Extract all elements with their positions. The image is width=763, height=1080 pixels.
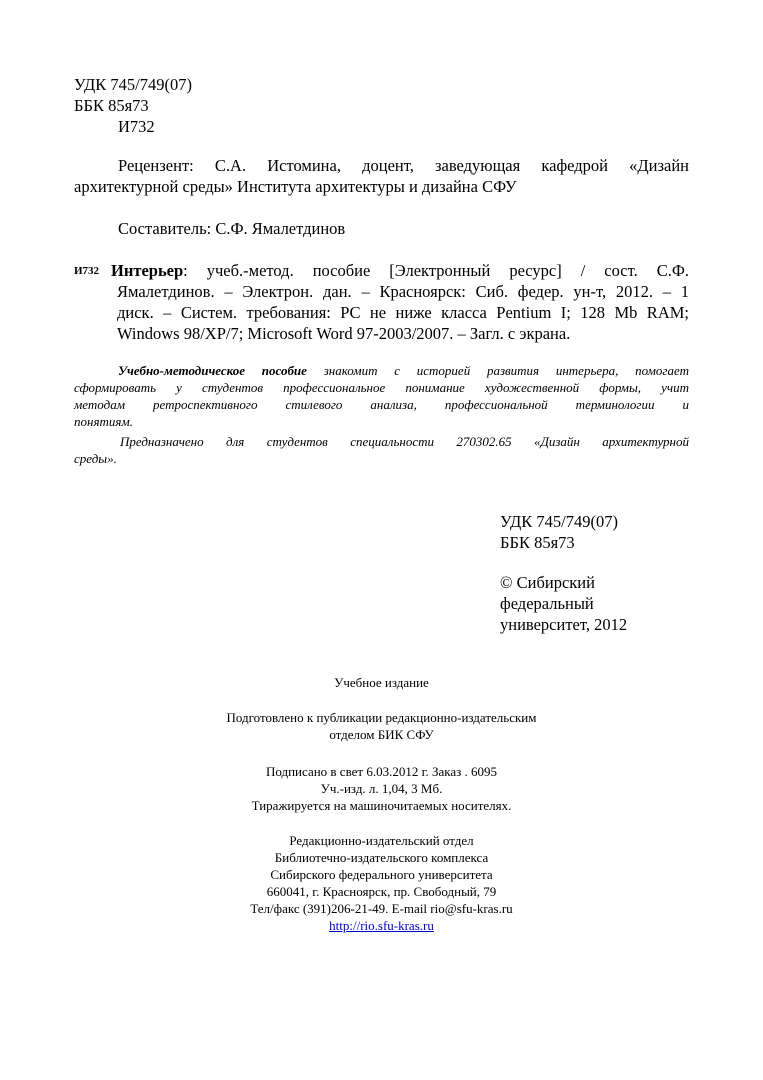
abstract-line-2: сформировать у студентов профессиональное понимание художественной формы, учит: [74, 380, 689, 395]
right-bbk-code: ББК 85я73: [500, 533, 575, 552]
contacts-line: Тел/факс (391)206-21-49. E-mail rio@sfu-kras.ru: [250, 901, 513, 916]
prepared-line-2: отделом БИК СФУ: [329, 727, 434, 742]
copyright-block: [500, 572, 627, 635]
reviewer-line-2: архитектурной среды» Института архитектуры и дизайна СФУ: [74, 177, 517, 196]
abstract-block: [74, 362, 689, 467]
signed-line: Подписано в свет 6.03.2012 г. Заказ . 6095: [265, 764, 498, 779]
bib-line-3: диск. – Систем. требования: PC не ниже класса Pentium I; 128 Mb RAM;: [117, 303, 689, 322]
udk-code: УДК 745/749(07): [74, 75, 192, 94]
address-line: 660041, г. Красноярск, пр. Свободный, 79: [266, 884, 497, 899]
prepared-line-1: Подготовлено к публикации редакционно-издательским: [226, 710, 537, 725]
bib-line-1-rest: : учеб.-метод. пособие [Электронный ресурс] / сост. С.Ф.: [183, 261, 689, 280]
university-line: Сибирского федерального университета: [270, 867, 493, 882]
bib-line-4: Windows 98/XP/7; Microsoft Word 97-2003/2007. – Загл. с экрана.: [117, 324, 571, 343]
copyright-line-1: © Сибирский: [500, 573, 595, 592]
volume-line: Уч.-изд. л. 1,04, 3 Мб.: [320, 781, 443, 796]
dept-line: Редакционно-издательский отдел: [289, 833, 474, 848]
right-udk-code: УДК 745/749(07): [500, 512, 618, 531]
edition-type: Учебное издание: [334, 675, 429, 690]
purpose-line-2: среды».: [74, 451, 117, 466]
website-link[interactable]: http://rio.sfu-kras.ru: [329, 918, 434, 933]
bib-title: Интерьер: [111, 261, 184, 280]
complex-line: Библиотечно-издательского комплекса: [274, 850, 489, 865]
prepared-block: [0, 709, 763, 743]
abstract-line-1: [74, 362, 689, 379]
bib-line-1: [111, 260, 689, 281]
abstract-line-4: понятиям.: [74, 414, 133, 429]
header-codes: [74, 74, 192, 137]
bib-record: [111, 260, 689, 344]
author-mark: И732: [118, 117, 155, 136]
abstract-line-1-rest: знакомит с историей развития интерьера, помогает: [306, 363, 689, 378]
copyright-line-3: университет, 2012: [500, 615, 628, 634]
publisher-block: [0, 832, 763, 934]
bbk-code: ББК 85я73: [74, 96, 149, 115]
media-line: Тиражируется на машиночитаемых носителях.: [251, 798, 512, 813]
purpose-line-1: Предназначено для студентов специальности 270302.65 «Дизайн архитектурной: [120, 434, 689, 449]
right-codes: [500, 511, 618, 553]
abstract-lead: Учебно-методическое пособие: [118, 363, 307, 378]
reviewer-line-1: Рецензент: С.А. Истомина, доцент, заведующая кафедрой «Дизайн: [118, 156, 689, 175]
reviewer-block: [74, 155, 689, 197]
bib-line-2: Ямалетдинов. – Электрон. дан. – Красноярск: Сиб. федер. ун-т, 2012. – 1: [117, 282, 689, 301]
abstract-line-3: методам ретроспективного стилевого анализа, профессиональной терминологии и: [74, 397, 689, 412]
copyright-line-2: федеральный: [500, 594, 594, 613]
publication-details: [0, 763, 763, 814]
compiler: Составитель: С.Ф. Ямалетдинов: [118, 219, 346, 238]
bib-mark: И732: [74, 265, 100, 277]
